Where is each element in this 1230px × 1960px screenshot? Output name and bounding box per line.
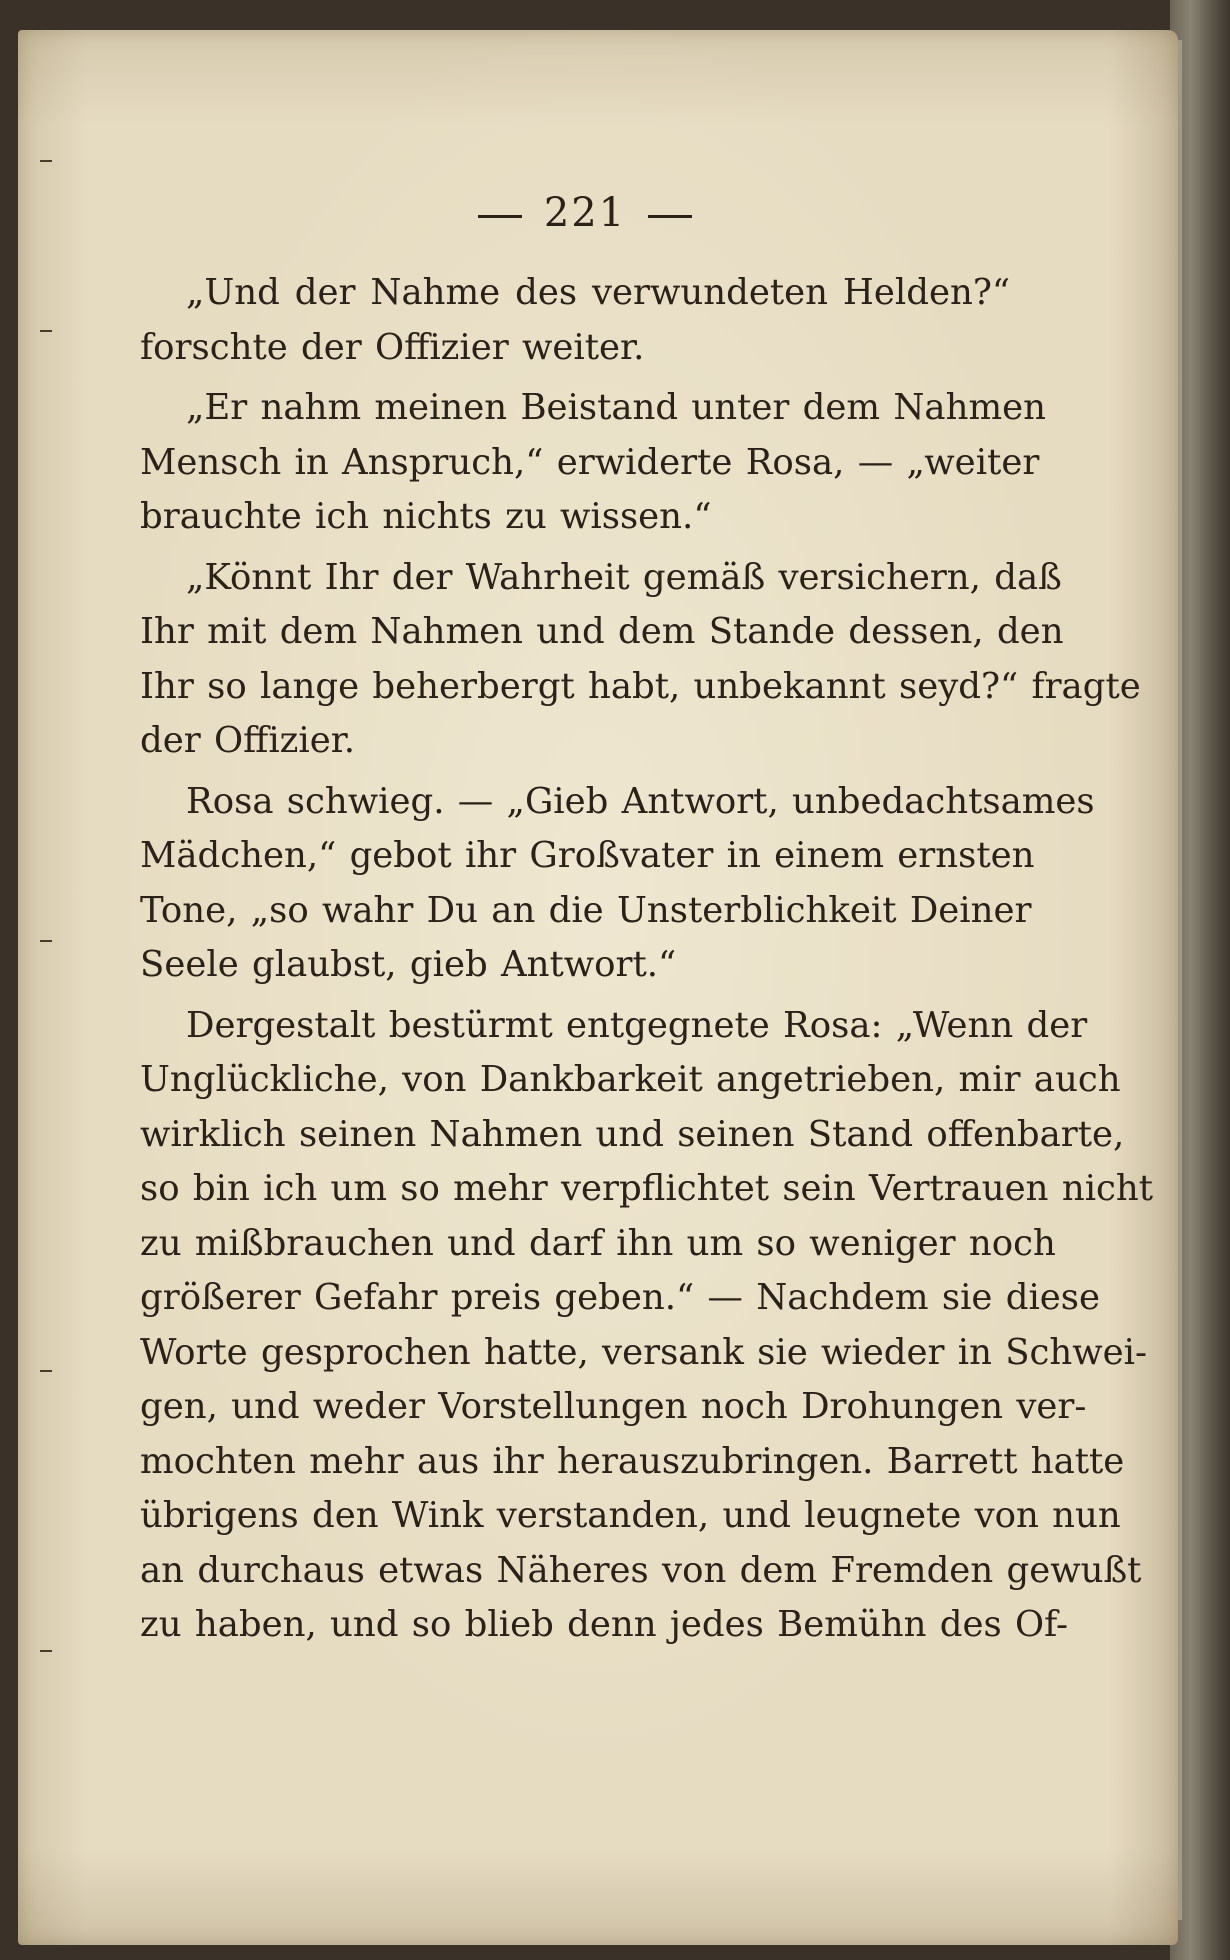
text-line: gen, und weder Vorstellungen noch Drohungen ver- [140, 1386, 1087, 1427]
text-line: brauchte ich nichts zu wissen.“ [140, 496, 712, 537]
gutter-mark [40, 940, 52, 942]
text-line: Tone, „so wahr Du an die Unsterblichkeit Deiner [140, 889, 1032, 931]
text-line: forschte der Offizier weiter. [140, 326, 645, 368]
gutter-marks [40, 130, 54, 1830]
page-number-value: 221 [543, 190, 627, 236]
text-line: mochten mehr aus ihr herauszubringen. Barrett hatte [140, 1440, 1125, 1482]
text-line: Ihr so lange beherbergt habt, unbekannt seyd?“ fragte [140, 665, 1141, 707]
text-line: Mädchen,“ gebot ihr Großvater in einem ernsten [140, 835, 1035, 876]
text-line: so bin ich um so mehr verpflichtet sein Vertrauen nicht [140, 1168, 1154, 1209]
page-text [140, 190, 1154, 1659]
text-line: zu mißbrauchen und darf ihn um so weniger noch [140, 1222, 1056, 1264]
text-line: Unglückliche, von Dankbarkeit angetrieben, mir auch [140, 1059, 1121, 1100]
text-line: zu haben, und so blieb denn jedes Bemühn des Of- [140, 1604, 1068, 1645]
gutter-mark [40, 1650, 52, 1652]
text-line: „Und der Nahme des verwundeten Helden?“ [186, 272, 1010, 313]
text-line: übrigens den Wink verstanden, und leugnete von nun [140, 1495, 1121, 1536]
gutter-mark [40, 160, 52, 162]
page-number-dash-right [648, 215, 692, 218]
text-line: Mensch in Anspruch,“ erwiderte Rosa, — „weiter [140, 441, 1040, 483]
paragraph [140, 551, 1141, 769]
text-line: wirklich seinen Nahmen und seinen Stand offenbarte, [140, 1113, 1125, 1155]
text-line: „Er nahm meinen Beistand unter dem Nahmen [186, 387, 1046, 428]
text-line: der Offizier. [140, 720, 356, 761]
text-line: Rosa schwieg. — „Gieb Antwort, unbedachtsames [186, 780, 1095, 822]
paragraph [140, 775, 1095, 993]
text-line: an durchaus etwas Näheres von dem Fremden gewußt [140, 1549, 1142, 1591]
page-number-dash-left [478, 215, 522, 218]
text-line: Seele glaubst, gieb Antwort.“ [140, 944, 677, 985]
text-line: größerer Gefahr preis geben.“ — Nachdem sie diese [140, 1277, 1101, 1318]
text-line: Ihr mit dem Nahmen und dem Stande dessen, den [140, 611, 1064, 652]
paragraph [140, 999, 1154, 1653]
text-line: „Könnt Ihr der Wahrheit gemäß versichern, daß [186, 556, 1062, 598]
text-line: Worte gesprochen hatte, versank sie wieder in Schwei- [140, 1331, 1148, 1373]
page-number [160, 190, 1010, 236]
paragraph [140, 266, 1010, 375]
gutter-mark [40, 330, 52, 332]
text-line: Dergestalt bestürmt entgegnete Rosa: „Wenn der [186, 1004, 1088, 1046]
paragraph [140, 381, 1046, 545]
gutter-mark [40, 1370, 52, 1372]
